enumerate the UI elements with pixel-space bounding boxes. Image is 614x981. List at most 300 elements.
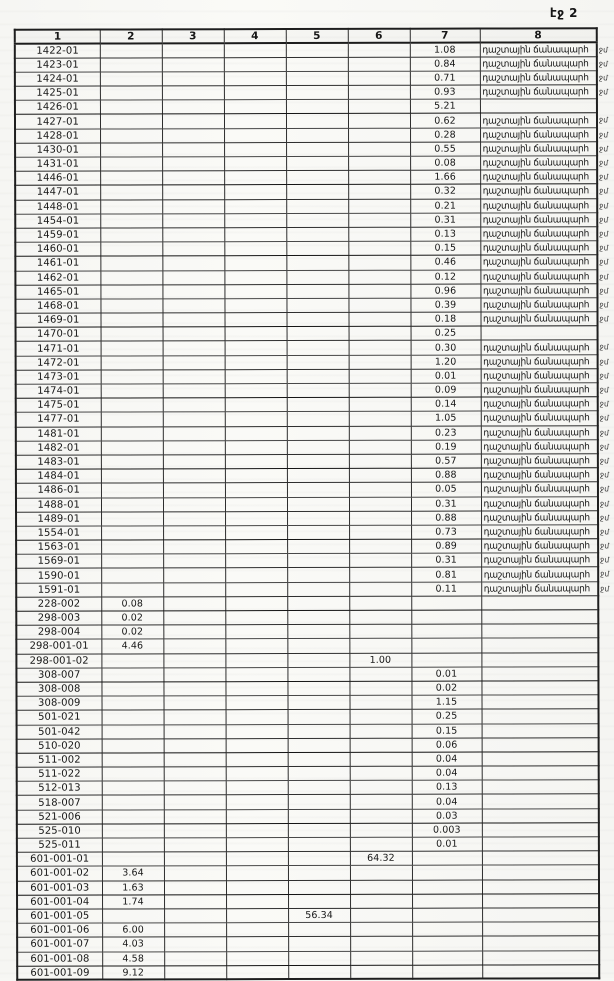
table-row — [16, 525, 598, 541]
value-cell-c7: 1.08 — [410, 43, 480, 57]
value-cell-c3 — [162, 157, 224, 171]
unit-annotation: ջմ — [599, 243, 609, 253]
unit-annotation: ջմ — [599, 285, 609, 295]
table-row — [17, 922, 599, 938]
land-use-label: դաշտային ճանապարհ — [482, 371, 589, 382]
value-cell-c3 — [163, 582, 225, 596]
land-use-label: դաշտային ճանապարհ — [482, 229, 589, 240]
value-cell-c4 — [224, 298, 286, 312]
value-cell-c2 — [102, 724, 164, 738]
value-cell-c5: 56.34 — [288, 908, 350, 922]
value-cell-c2 — [100, 242, 162, 256]
table-row — [15, 71, 597, 87]
value-cell-c4 — [225, 341, 287, 355]
parcel-id-cell: 1461-01 — [15, 256, 100, 270]
value-cell-c7: 0.19 — [411, 440, 481, 454]
value-cell-c5 — [286, 298, 348, 312]
value-cell-c5 — [286, 242, 348, 256]
column-header: 1 — [15, 30, 100, 44]
parcel-id-cell: 525-011 — [17, 838, 102, 852]
land-use-cell — [481, 596, 598, 610]
land-use-label: դաշտային ճանապարհ — [482, 272, 589, 283]
value-cell-c3 — [162, 270, 224, 284]
value-cell-c2: 0.02 — [101, 611, 163, 625]
value-cell-c5 — [288, 752, 350, 766]
land-use-cell — [480, 184, 597, 198]
value-cell-c2: 4.58 — [102, 951, 164, 965]
value-cell-c4 — [225, 398, 287, 412]
value-cell-c3 — [163, 384, 225, 398]
table-row — [17, 837, 599, 853]
value-cell-c6 — [350, 951, 412, 965]
value-cell-c6 — [348, 199, 410, 213]
value-cell-c3 — [163, 497, 225, 511]
column-header: 8 — [480, 28, 597, 42]
value-cell-c4 — [224, 43, 286, 57]
table-row — [17, 780, 599, 796]
value-cell-c4 — [226, 823, 288, 837]
value-cell-c3 — [162, 185, 224, 199]
value-cell-c7 — [411, 610, 481, 624]
value-cell-c3 — [163, 412, 225, 426]
value-cell-c7: 0.04 — [412, 752, 482, 766]
table-row — [17, 737, 599, 753]
value-cell-c7: 0.88 — [411, 511, 481, 525]
parcel-id-cell: 1472-01 — [16, 356, 101, 370]
value-cell-c2 — [102, 795, 164, 809]
value-cell-c5 — [287, 383, 349, 397]
column-header: 7 — [410, 29, 480, 43]
value-cell-c5 — [287, 554, 349, 568]
value-cell-c4 — [225, 497, 287, 511]
value-cell-c2 — [102, 810, 164, 824]
value-cell-c7 — [411, 653, 481, 667]
unit-annotation: ջմ — [599, 172, 609, 182]
value-cell-c7: 1.20 — [411, 355, 481, 369]
value-cell-c2 — [101, 512, 163, 526]
value-cell-c4 — [224, 313, 286, 327]
value-cell-c5 — [286, 71, 348, 85]
value-cell-c7: 0.03 — [412, 809, 482, 823]
value-cell-c6 — [350, 880, 412, 894]
value-cell-c7: 0.08 — [410, 156, 480, 170]
unit-annotation: ջմ — [600, 527, 610, 537]
value-cell-c5 — [288, 852, 350, 866]
value-cell-c3 — [162, 86, 224, 100]
parcel-id-cell: 601-001-06 — [17, 923, 102, 937]
value-cell-c3 — [163, 639, 225, 653]
value-cell-c7: 0.31 — [410, 213, 480, 227]
parcel-id-cell: 1459-01 — [15, 228, 100, 242]
value-cell-c2 — [101, 384, 163, 398]
value-cell-c7 — [412, 851, 482, 865]
parcel-id-cell: 601-001-04 — [17, 895, 102, 909]
value-cell-c2 — [100, 256, 162, 270]
value-cell-c2 — [101, 583, 163, 597]
unit-annotation: ջմ — [599, 300, 609, 310]
land-use-cell — [481, 525, 598, 539]
value-cell-c7: 0.71 — [410, 71, 480, 85]
table-row — [16, 468, 598, 484]
value-cell-c3 — [164, 781, 226, 795]
value-cell-c2 — [101, 398, 163, 412]
value-cell-c7: 0.15 — [412, 724, 482, 738]
value-cell-c6 — [348, 57, 410, 71]
value-cell-c6 — [348, 156, 410, 170]
header-row — [15, 28, 597, 44]
parcel-id-cell: 298-001-02 — [16, 654, 101, 668]
value-cell-c4 — [224, 199, 286, 213]
value-cell-c3 — [162, 242, 224, 256]
value-cell-c7 — [412, 894, 482, 908]
land-use-cell — [481, 482, 598, 496]
value-cell-c7: 0.11 — [411, 582, 481, 596]
value-cell-c6 — [348, 227, 410, 241]
value-cell-c6 — [349, 624, 411, 638]
value-cell-c2 — [102, 739, 164, 753]
land-use-cell — [480, 241, 597, 255]
land-use-cell — [481, 567, 598, 581]
value-cell-c3 — [164, 894, 226, 908]
table-row — [15, 312, 597, 328]
value-cell-c5 — [288, 781, 350, 795]
value-cell-c2 — [100, 129, 162, 143]
value-cell-c6 — [349, 412, 411, 426]
unit-annotation: ջմ — [598, 87, 608, 97]
parcel-id-cell: 1465-01 — [15, 285, 100, 299]
value-cell-c7: 0.25 — [412, 709, 482, 723]
table-row — [15, 113, 597, 129]
value-cell-c5 — [287, 568, 349, 582]
parcel-id-cell: 1423-01 — [15, 58, 100, 72]
land-use-label: դաշտային ճանապարհ — [483, 541, 590, 552]
value-cell-c3 — [163, 653, 225, 667]
value-cell-c6 — [348, 85, 410, 99]
value-cell-c7: 0.09 — [411, 383, 481, 397]
value-cell-c4 — [225, 483, 287, 497]
value-cell-c3 — [163, 511, 225, 525]
parcel-id-cell: 1471-01 — [16, 341, 101, 355]
value-cell-c6 — [349, 497, 411, 511]
value-cell-c6 — [349, 525, 411, 539]
value-cell-c5 — [288, 696, 350, 710]
value-cell-c5 — [288, 880, 350, 894]
value-cell-c3 — [162, 72, 224, 86]
value-cell-c4 — [225, 384, 287, 398]
page-number: էջ 2 — [550, 6, 578, 20]
value-cell-c2 — [101, 469, 163, 483]
value-cell-c2 — [101, 341, 163, 355]
value-cell-c5 — [286, 142, 348, 156]
value-cell-c2: 9.12 — [102, 966, 164, 980]
value-cell-c4 — [224, 185, 286, 199]
value-cell-c7: 0.01 — [412, 837, 482, 851]
value-cell-c7: 0.12 — [410, 270, 480, 284]
table-row — [16, 681, 598, 697]
parcel-id-cell: 1473-01 — [16, 370, 101, 384]
value-cell-c4 — [226, 752, 288, 766]
land-use-cell — [482, 794, 599, 808]
value-cell-c2 — [101, 412, 163, 426]
land-use-label: դաշտային ճանապարհ — [482, 343, 589, 354]
value-cell-c5 — [287, 412, 349, 426]
value-cell-c2 — [100, 58, 162, 72]
table-row — [15, 241, 597, 257]
value-cell-c7: 1.05 — [411, 411, 481, 425]
value-cell-c3 — [162, 171, 224, 185]
table-row — [16, 539, 598, 555]
value-cell-c5 — [288, 809, 350, 823]
value-cell-c4 — [225, 568, 287, 582]
value-cell-c6 — [348, 270, 410, 284]
land-use-label: դաշտային ճանապարհ — [482, 243, 589, 254]
parcel-id-cell: 601-001-01 — [17, 852, 102, 866]
value-cell-c2 — [102, 909, 164, 923]
value-cell-c2 — [102, 824, 164, 838]
value-cell-c7: 0.01 — [411, 369, 481, 383]
value-cell-c6 — [349, 468, 411, 482]
land-use-cell — [481, 397, 598, 411]
value-cell-c6 — [348, 128, 410, 142]
value-cell-c4 — [224, 284, 286, 298]
unit-annotation: ջմ — [599, 314, 609, 324]
value-cell-c5 — [287, 639, 349, 653]
table-row — [15, 255, 597, 271]
value-cell-c6 — [349, 667, 411, 681]
value-cell-c2 — [101, 426, 163, 440]
value-cell-c2 — [101, 682, 163, 696]
value-cell-c6 — [350, 710, 412, 724]
land-use-cell — [482, 695, 599, 709]
value-cell-c7 — [412, 936, 482, 950]
table-row — [15, 127, 597, 143]
parcel-id-cell: 1448-01 — [15, 200, 100, 214]
value-cell-c3 — [162, 313, 224, 327]
table-row — [15, 212, 597, 228]
land-use-cell — [480, 56, 597, 70]
unit-annotation: ջմ — [599, 215, 609, 225]
land-use-cell — [482, 879, 599, 893]
land-use-label: դաշտային ճանապարհ — [482, 456, 589, 467]
value-cell-c2: 0.08 — [101, 597, 163, 611]
value-cell-c3 — [164, 838, 226, 852]
value-cell-c2 — [102, 838, 164, 852]
value-cell-c5 — [286, 227, 348, 241]
value-cell-c4 — [225, 355, 287, 369]
value-cell-c3 — [163, 682, 225, 696]
value-cell-c7: 0.28 — [410, 128, 480, 142]
table-row — [16, 596, 598, 612]
value-cell-c7: 0.32 — [410, 184, 480, 198]
value-cell-c3 — [164, 809, 226, 823]
table-row — [16, 510, 598, 526]
value-cell-c2: 0.02 — [101, 625, 163, 639]
value-cell-c4 — [224, 114, 286, 128]
value-cell-c3 — [164, 880, 226, 894]
value-cell-c6 — [348, 312, 410, 326]
value-cell-c2 — [100, 114, 162, 128]
unit-annotation: ջմ — [599, 442, 609, 452]
value-cell-c4 — [226, 923, 288, 937]
land-use-cell — [480, 255, 597, 269]
table-row — [15, 298, 597, 314]
land-use-label: դաշտային ճանապարհ — [483, 584, 590, 595]
parcel-id-cell: 601-001-07 — [17, 937, 102, 951]
unit-annotation: ջմ — [599, 356, 609, 366]
land-use-cell — [482, 893, 599, 907]
land-use-cell — [480, 142, 597, 156]
column-header: 3 — [162, 29, 224, 43]
value-cell-c7: 0.88 — [411, 468, 481, 482]
value-cell-c2 — [100, 72, 162, 86]
value-cell-c4 — [226, 724, 288, 738]
land-use-cell — [481, 624, 598, 638]
value-cell-c3 — [163, 398, 225, 412]
table-row — [17, 865, 599, 881]
value-cell-c5 — [288, 710, 350, 724]
land-use-cell — [480, 127, 597, 141]
value-cell-c2 — [101, 483, 163, 497]
value-cell-c4 — [225, 596, 287, 610]
value-cell-c4 — [226, 908, 288, 922]
value-cell-c7 — [412, 865, 482, 879]
value-cell-c7 — [411, 596, 481, 610]
value-cell-c6 — [350, 695, 412, 709]
value-cell-c3 — [163, 554, 225, 568]
land-use-cell — [481, 638, 598, 652]
parcel-id-cell: 601-001-08 — [17, 952, 102, 966]
value-cell-c4 — [226, 781, 288, 795]
value-cell-c6 — [348, 298, 410, 312]
value-cell-c7: 0.93 — [410, 85, 480, 99]
unit-annotation: ջմ — [598, 73, 608, 83]
value-cell-c6: 64.32 — [350, 851, 412, 865]
value-cell-c5 — [286, 312, 348, 326]
unit-annotation: ջմ — [600, 512, 610, 522]
table-row — [15, 283, 597, 299]
land-use-cell — [480, 71, 597, 85]
parcel-id-cell: 1431-01 — [15, 157, 100, 171]
value-cell-c3 — [164, 866, 226, 880]
value-cell-c4 — [225, 582, 287, 596]
parcel-id-cell: 1426-01 — [15, 100, 100, 114]
table-row — [17, 766, 599, 782]
land-use-cell — [482, 709, 599, 723]
table-row — [17, 893, 599, 909]
value-cell-c3 — [164, 767, 226, 781]
value-cell-c5 — [286, 270, 348, 284]
value-cell-c3 — [164, 724, 226, 738]
value-cell-c4 — [225, 469, 287, 483]
value-cell-c7: 0.31 — [411, 497, 481, 511]
value-cell-c7: 0.57 — [411, 454, 481, 468]
value-cell-c2 — [101, 370, 163, 384]
land-use-label: դաշտային ճանապարհ — [483, 527, 590, 538]
value-cell-c4 — [226, 951, 288, 965]
land-use-label: դաշտային ճանապարհ — [482, 300, 589, 311]
value-cell-c6 — [349, 397, 411, 411]
table-row — [17, 752, 599, 768]
table-row — [16, 482, 598, 498]
value-cell-c3 — [162, 228, 224, 242]
value-cell-c6 — [350, 965, 412, 979]
value-cell-c6 — [348, 241, 410, 255]
land-use-label: դաշտային ճանապարհ — [482, 314, 589, 325]
parcel-id-cell: 228-002 — [16, 597, 101, 611]
parcel-id-cell: 1484-01 — [16, 469, 101, 483]
value-cell-c4 — [225, 440, 287, 454]
unit-annotation: ջմ — [599, 371, 609, 381]
value-cell-c7: 1.66 — [410, 170, 480, 184]
value-cell-c3 — [163, 568, 225, 582]
table-row — [17, 794, 599, 810]
value-cell-c7: 0.13 — [412, 780, 482, 794]
table-row — [16, 610, 598, 626]
value-cell-c4 — [224, 270, 286, 284]
land-use-label: դաշտային ճանապարհ — [483, 513, 590, 524]
value-cell-c7: 0.02 — [411, 681, 481, 695]
land-use-cell — [480, 198, 597, 212]
unit-annotation: ջմ — [600, 583, 610, 593]
value-cell-c7: 5.21 — [410, 99, 480, 113]
land-use-label: դաշտային ճանապարհ — [481, 73, 588, 84]
land-use-cell — [481, 369, 598, 383]
value-cell-c3 — [164, 795, 226, 809]
value-cell-c3 — [163, 440, 225, 454]
value-cell-c4 — [225, 327, 287, 341]
value-cell-c6 — [348, 170, 410, 184]
table-row — [15, 156, 597, 172]
value-cell-c4 — [226, 809, 288, 823]
parcel-id-cell: 1475-01 — [16, 398, 101, 412]
unit-annotation: ջմ — [599, 413, 609, 423]
value-cell-c3 — [162, 284, 224, 298]
value-cell-c3 — [164, 753, 226, 767]
value-cell-c5 — [287, 483, 349, 497]
value-cell-c6: 1.00 — [349, 653, 411, 667]
value-cell-c6 — [349, 639, 411, 653]
unit-annotation: ջմ — [599, 399, 609, 409]
parcel-id-cell: 1428-01 — [15, 129, 100, 143]
value-cell-c2: 1.63 — [102, 880, 164, 894]
land-use-label: դաշտային ճանապարհ — [482, 257, 589, 268]
table-row — [15, 184, 597, 200]
value-cell-c2 — [100, 100, 162, 114]
value-cell-c7 — [411, 638, 481, 652]
land-use-cell — [480, 298, 597, 312]
value-cell-c7: 0.14 — [411, 397, 481, 411]
value-cell-c5 — [287, 667, 349, 681]
land-use-cell — [482, 936, 599, 950]
value-cell-c3 — [164, 696, 226, 710]
land-use-cell — [480, 312, 597, 326]
table-row — [17, 936, 599, 952]
land-use-cell — [481, 340, 598, 354]
parcel-id-cell: 601-001-05 — [17, 909, 102, 923]
value-cell-c7: 0.73 — [411, 525, 481, 539]
land-use-cell — [481, 539, 598, 553]
value-cell-c4 — [224, 57, 286, 71]
value-cell-c7: 0.46 — [410, 255, 480, 269]
parcel-id-cell: 1470-01 — [16, 327, 101, 341]
parcel-id-cell: 511-022 — [17, 767, 102, 781]
table-row — [16, 425, 598, 441]
value-cell-c6 — [349, 440, 411, 454]
land-use-label: դաշտային ճանապարհ — [482, 144, 589, 155]
value-cell-c5 — [287, 610, 349, 624]
table-row — [17, 950, 599, 966]
land-use-label: դաշտային ճանապարհ — [482, 357, 589, 368]
